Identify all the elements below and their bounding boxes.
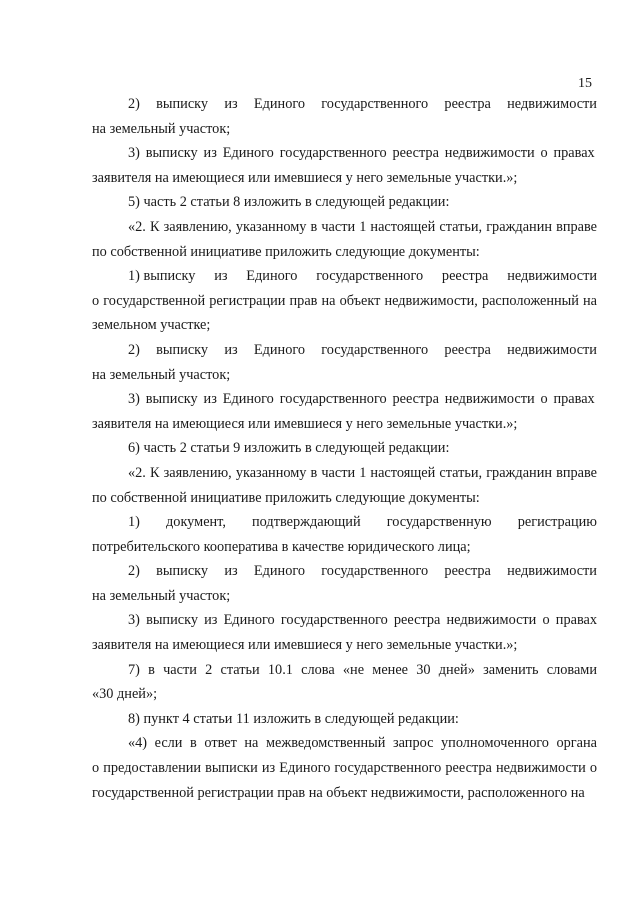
text-line: 6) часть 2 статьи 9 изложить в следующей редакции: bbox=[128, 440, 450, 457]
word: 1) выписку bbox=[128, 268, 196, 285]
text-line: «2. К заявлению, указанному в части 1 настоящей статьи, гражданин вправе bbox=[128, 464, 597, 481]
word: из bbox=[224, 96, 238, 112]
text-line: государственной регистрации прав на объект недвижимости, расположенного на bbox=[92, 784, 585, 801]
text-line: заявителя на имеющиеся или имевшиеся у него земельные участки.»; bbox=[92, 169, 518, 186]
text-line: заявителя на имеющиеся или имевшиеся у него земельные участки.»; bbox=[92, 637, 518, 654]
text-line bbox=[92, 559, 597, 584]
text-line bbox=[92, 92, 597, 117]
text-line: на земельный участок; bbox=[92, 120, 231, 137]
text-line bbox=[92, 264, 597, 289]
word: регистрацию bbox=[517, 514, 597, 531]
text-line: о государственной регистрации прав на объект недвижимости, расположенный на bbox=[92, 292, 597, 309]
word: документ, bbox=[166, 514, 226, 531]
word: выписку bbox=[156, 563, 209, 580]
text-line: 3) выписку из Единого государственного реестра недвижимости о правах bbox=[128, 612, 597, 629]
word: из bbox=[224, 563, 238, 580]
text-line: 7) в части 2 статьи 10.1 слова «не менее 30 дней» заменить словами bbox=[128, 661, 597, 678]
text-line: «30 дней»; bbox=[92, 686, 158, 703]
word: реестра bbox=[444, 96, 491, 112]
word: реестра bbox=[444, 341, 491, 358]
word: 2) bbox=[128, 563, 140, 580]
word: государственную bbox=[386, 514, 492, 531]
text-line bbox=[92, 510, 597, 535]
word: из bbox=[224, 341, 238, 358]
word: из bbox=[214, 268, 228, 285]
text-line: земельном участке; bbox=[92, 317, 211, 334]
word: Единого bbox=[246, 268, 298, 285]
text-line: 8) пункт 4 статьи 11 изложить в следующей редакции: bbox=[128, 710, 459, 727]
word: реестра bbox=[441, 268, 489, 285]
word: недвижимости bbox=[507, 341, 597, 358]
text-line: потребительского кооператива в качестве юридического лица; bbox=[92, 538, 471, 555]
word: недвижимости bbox=[507, 268, 597, 285]
text-line bbox=[92, 338, 597, 363]
page-number: 15 bbox=[578, 76, 592, 91]
word: реестра bbox=[444, 563, 491, 580]
word: государственного bbox=[321, 341, 429, 358]
word: подтверждающий bbox=[252, 514, 361, 531]
text-line: 3) выписку из Единого государственного реестра недвижимости о правах bbox=[128, 391, 595, 408]
word: Единого bbox=[253, 96, 306, 112]
text-line: по собственной инициативе приложить следующие документы: bbox=[92, 489, 480, 506]
text-line: на земельный участок; bbox=[92, 587, 231, 604]
text-line: «2. К заявлению, указанному в части 1 настоящей статьи, гражданин вправе bbox=[128, 218, 597, 235]
text-line: о предоставлении выписки из Единого государственного реестра недвижимости о bbox=[92, 760, 597, 777]
word: выписку bbox=[156, 341, 209, 358]
word: недвижимости bbox=[507, 96, 597, 112]
document-body bbox=[92, 92, 597, 805]
word: выписку bbox=[156, 96, 209, 112]
text-line: 3) выписку из Единого государственного реестра недвижимости о правах bbox=[128, 145, 595, 162]
word: 1) bbox=[128, 514, 140, 531]
text-line: заявителя на имеющиеся или имевшиеся у него земельные участки.»; bbox=[92, 415, 518, 432]
word: государственного bbox=[316, 268, 424, 285]
word: Единого bbox=[253, 341, 306, 358]
word: государственного bbox=[321, 563, 429, 580]
word: государственного bbox=[321, 96, 429, 112]
text-line: «4) если в ответ на межведомственный запрос уполномоченного органа bbox=[128, 735, 597, 752]
word: 2) bbox=[128, 341, 140, 358]
text-line: по собственной инициативе приложить следующие документы: bbox=[92, 243, 480, 260]
word: Единого bbox=[253, 563, 306, 580]
word: недвижимости bbox=[507, 563, 597, 580]
word: 2) bbox=[128, 96, 140, 112]
text-line: на земельный участок; bbox=[92, 366, 231, 383]
text-line: 5) часть 2 статьи 8 изложить в следующей редакции: bbox=[128, 194, 450, 211]
